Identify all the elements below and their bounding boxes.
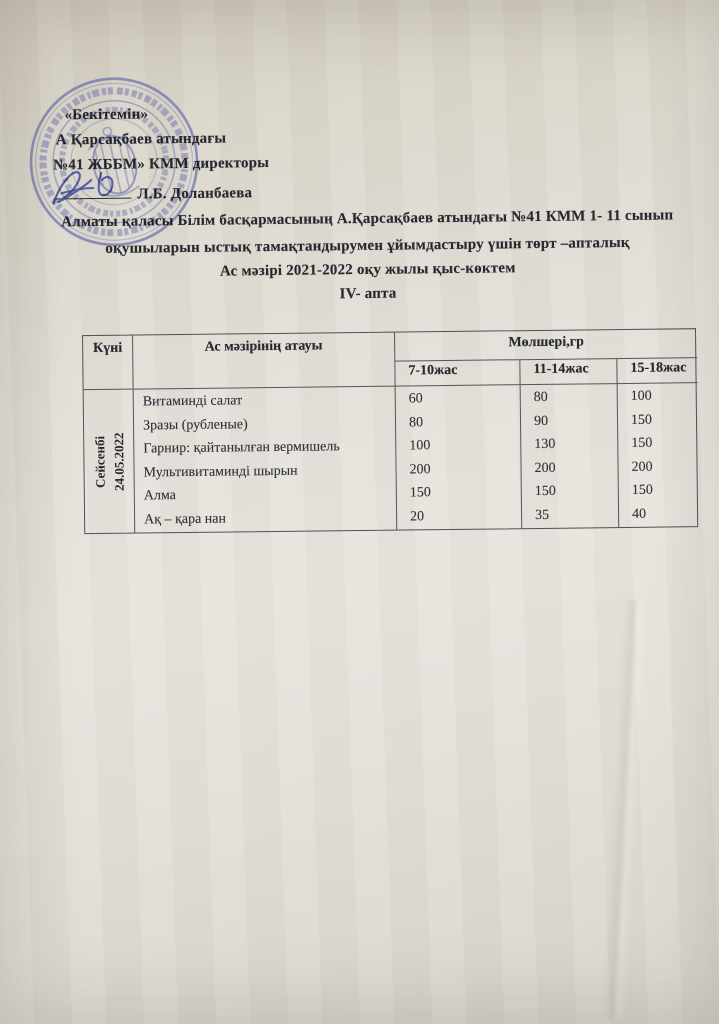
- title-line-4: IV- апта: [339, 285, 397, 303]
- amounts-7-10-cell: [396, 385, 523, 529]
- menu-item: Зразы (рубленые): [142, 416, 248, 434]
- amount-value: 100: [630, 388, 652, 404]
- amount-value: 80: [408, 414, 424, 431]
- weekday-label: Сейсенбі: [92, 435, 108, 488]
- menu-item: Алма: [143, 488, 177, 504]
- menu-item: Гарнир: қайтанылған вермишель: [143, 439, 340, 457]
- title-line-1: Алматы қаласы Білім басқармасының А.Қарсақбаев атындағы №41 КММ 1- 11 сынып: [61, 207, 674, 231]
- amount-value: 150: [409, 485, 431, 501]
- title-line-3: Ас мәзірі 2021-2022 оқу жылы қыс-көктем: [219, 260, 516, 280]
- amount-value: 60: [408, 391, 423, 407]
- column-header-day: Күні: [83, 336, 134, 391]
- school-round-stamp: [24, 72, 204, 252]
- menu-table: [82, 328, 698, 534]
- school-name-line: А Қарсақбаев атындағы: [55, 130, 227, 149]
- amount-value: 200: [631, 459, 653, 475]
- amount-value: 20: [410, 509, 425, 525]
- title-line-2: оқушыларын ыстық тамақтандырумен ұйымдастыру үшін төрт –апталық: [105, 234, 630, 257]
- amount-value: 35: [535, 507, 550, 523]
- director-title-line: №41 ЖББМ» КММ директоры: [53, 155, 270, 174]
- menu-item: Витаминді салат: [142, 393, 243, 410]
- amounts-11-14-cell: [521, 384, 620, 528]
- amounts-15-18-cell: [618, 383, 700, 527]
- column-header-age-15-18: 15-18жас: [617, 358, 697, 384]
- date-label: 24.05.2022: [111, 431, 127, 491]
- amount-value: 150: [631, 483, 653, 499]
- amount-value: 40: [632, 506, 647, 522]
- amount-value: 80: [533, 389, 548, 406]
- amount-value: 130: [534, 436, 556, 453]
- amount-value: 150: [534, 484, 556, 500]
- menu-item: Мультивитаминді шырын: [143, 463, 298, 481]
- column-header-age-11-14: 11-14жас: [520, 359, 617, 385]
- amount-value: 90: [533, 413, 549, 429]
- day-cell: [84, 390, 136, 534]
- amount-value: 100: [409, 438, 431, 454]
- column-header-age-7-10: 7-10жас: [395, 360, 520, 386]
- amount-value: 150: [631, 435, 653, 452]
- amount-value: 200: [409, 461, 431, 478]
- amount-value: 200: [534, 460, 556, 476]
- amount-value: 150: [630, 412, 653, 428]
- column-header-menu: Ас мәзірінің атауы: [133, 333, 396, 390]
- menu-items-cell: [134, 387, 398, 533]
- menu-item: Ақ – қара нан: [144, 511, 227, 528]
- approval-word: «Бекітемін»: [64, 106, 149, 124]
- director-name: Л.Б. Доланбаева: [137, 185, 253, 203]
- column-header-amount: Мөлшері,гр: [395, 329, 697, 361]
